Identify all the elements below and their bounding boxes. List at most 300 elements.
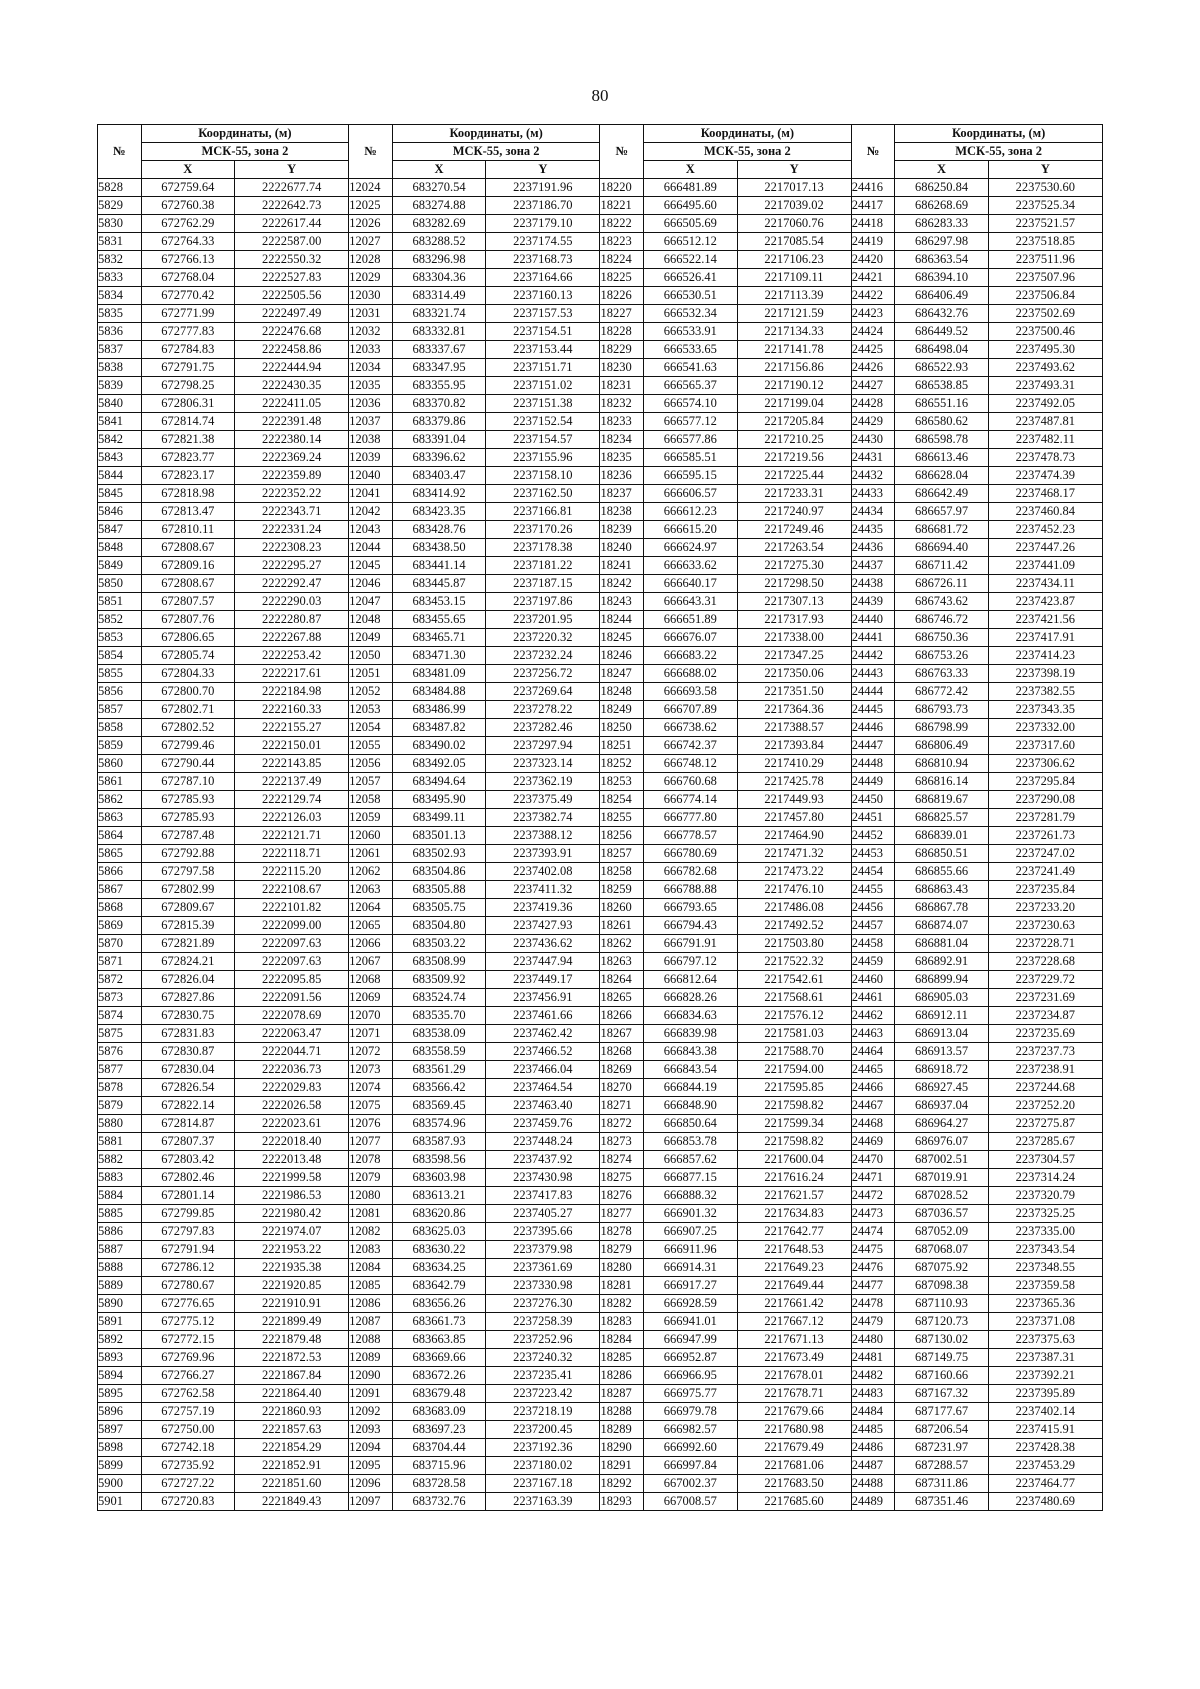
x-coordinate-cell: 666612.23	[644, 503, 737, 521]
x-coordinate-cell: 683728.58	[392, 1475, 485, 1493]
y-coordinate-cell: 2237402.08	[486, 863, 600, 881]
y-coordinate-cell: 2217671.13	[737, 1331, 851, 1349]
point-number-cell: 12059	[349, 809, 393, 827]
point-number-cell: 5884	[98, 1187, 142, 1205]
point-number-cell: 18238	[600, 503, 644, 521]
point-number-cell: 12078	[349, 1151, 393, 1169]
y-coordinate-cell: 2237421.56	[988, 611, 1102, 629]
point-number-cell: 5837	[98, 341, 142, 359]
x-coordinate-cell: 686394.10	[895, 269, 988, 287]
point-number-cell: 24459	[851, 953, 895, 971]
x-coordinate-cell: 687167.32	[895, 1385, 988, 1403]
point-number-cell: 24483	[851, 1385, 895, 1403]
point-number-cell: 5888	[98, 1259, 142, 1277]
y-coordinate-cell: 2237247.02	[988, 845, 1102, 863]
x-coordinate-cell: 666707.89	[644, 701, 737, 719]
table-row	[98, 1295, 1103, 1313]
y-coordinate-cell: 2237285.67	[988, 1133, 1102, 1151]
point-number-cell: 24488	[851, 1475, 895, 1493]
x-coordinate-cell: 672822.14	[141, 1097, 234, 1115]
point-number-cell: 12054	[349, 719, 393, 737]
y-coordinate-cell: 2221879.48	[235, 1331, 349, 1349]
x-coordinate-cell: 683441.14	[392, 557, 485, 575]
table-row	[98, 935, 1103, 953]
point-number-cell: 12083	[349, 1241, 393, 1259]
x-coordinate-cell: 683613.21	[392, 1187, 485, 1205]
table-row	[98, 1439, 1103, 1457]
point-number-cell: 12053	[349, 701, 393, 719]
x-coordinate-cell: 683453.15	[392, 593, 485, 611]
y-coordinate-cell: 2237164.66	[486, 269, 600, 287]
y-coordinate-cell: 2237417.83	[486, 1187, 600, 1205]
x-coordinate-cell: 666857.62	[644, 1151, 737, 1169]
x-coordinate-cell: 672801.14	[141, 1187, 234, 1205]
x-coordinate-cell: 683508.99	[392, 953, 485, 971]
point-number-cell: 12026	[349, 215, 393, 233]
x-coordinate-cell: 687130.02	[895, 1331, 988, 1349]
x-coordinate-cell: 686498.04	[895, 341, 988, 359]
x-coordinate-cell: 686927.45	[895, 1079, 988, 1097]
y-coordinate-cell: 2217219.56	[737, 449, 851, 467]
y-coordinate-cell: 2237282.46	[486, 719, 600, 737]
x-coordinate-cell: 666574.10	[644, 395, 737, 413]
x-coordinate-cell: 666907.25	[644, 1223, 737, 1241]
y-coordinate-cell: 2222097.63	[235, 935, 349, 953]
x-coordinate-cell: 672727.22	[141, 1475, 234, 1493]
point-number-cell: 12063	[349, 881, 393, 899]
point-number-cell: 24469	[851, 1133, 895, 1151]
point-number-cell: 12064	[349, 899, 393, 917]
point-number-cell: 24477	[851, 1277, 895, 1295]
x-coordinate-cell: 666577.12	[644, 413, 737, 431]
point-number-cell: 12055	[349, 737, 393, 755]
table-row	[98, 467, 1103, 485]
x-coordinate-cell: 672809.16	[141, 557, 234, 575]
y-coordinate-cell: 2217595.85	[737, 1079, 851, 1097]
header-x: X	[141, 161, 234, 179]
y-coordinate-cell: 2217673.49	[737, 1349, 851, 1367]
y-coordinate-cell: 2237466.52	[486, 1043, 600, 1061]
x-coordinate-cell: 686793.73	[895, 701, 988, 719]
point-number-cell: 18288	[600, 1403, 644, 1421]
point-number-cell: 18225	[600, 269, 644, 287]
table-row	[98, 1259, 1103, 1277]
table-row	[98, 1313, 1103, 1331]
x-coordinate-cell: 666683.22	[644, 647, 737, 665]
point-number-cell: 12039	[349, 449, 393, 467]
y-coordinate-cell: 2237452.23	[988, 521, 1102, 539]
point-number-cell: 5885	[98, 1205, 142, 1223]
x-coordinate-cell: 686937.04	[895, 1097, 988, 1115]
y-coordinate-cell: 2217679.49	[737, 1439, 851, 1457]
y-coordinate-cell: 2237252.96	[486, 1331, 600, 1349]
y-coordinate-cell: 2237392.21	[988, 1367, 1102, 1385]
y-coordinate-cell: 2237411.32	[486, 881, 600, 899]
point-number-cell: 12066	[349, 935, 393, 953]
point-number-cell: 5894	[98, 1367, 142, 1385]
y-coordinate-cell: 2237306.62	[988, 755, 1102, 773]
x-coordinate-cell: 683455.65	[392, 611, 485, 629]
x-coordinate-cell: 672818.98	[141, 485, 234, 503]
point-number-cell: 18249	[600, 701, 644, 719]
y-coordinate-cell: 2217679.66	[737, 1403, 851, 1421]
x-coordinate-cell: 666522.14	[644, 251, 737, 269]
table-row	[98, 251, 1103, 269]
y-coordinate-cell: 2222029.83	[235, 1079, 349, 1097]
point-number-cell: 5853	[98, 629, 142, 647]
x-coordinate-cell: 672735.92	[141, 1457, 234, 1475]
x-coordinate-cell: 687351.46	[895, 1493, 988, 1511]
table-row	[98, 881, 1103, 899]
y-coordinate-cell: 2237430.98	[486, 1169, 600, 1187]
x-coordinate-cell: 686881.04	[895, 935, 988, 953]
point-number-cell: 5892	[98, 1331, 142, 1349]
x-coordinate-cell: 666992.60	[644, 1439, 737, 1457]
x-coordinate-cell: 683679.48	[392, 1385, 485, 1403]
y-coordinate-cell: 2222044.71	[235, 1043, 349, 1061]
point-number-cell: 24417	[851, 197, 895, 215]
point-number-cell: 12047	[349, 593, 393, 611]
x-coordinate-cell: 666577.86	[644, 431, 737, 449]
table-row	[98, 629, 1103, 647]
point-number-cell: 12084	[349, 1259, 393, 1277]
x-coordinate-cell: 683396.62	[392, 449, 485, 467]
point-number-cell: 12076	[349, 1115, 393, 1133]
y-coordinate-cell: 2217576.12	[737, 1007, 851, 1025]
point-number-cell: 12028	[349, 251, 393, 269]
point-number-cell: 18245	[600, 629, 644, 647]
point-number-cell: 5890	[98, 1295, 142, 1313]
x-coordinate-cell: 666794.43	[644, 917, 737, 935]
table-row	[98, 413, 1103, 431]
point-number-cell: 18257	[600, 845, 644, 863]
point-number-cell: 12046	[349, 575, 393, 593]
x-coordinate-cell: 683569.45	[392, 1097, 485, 1115]
y-coordinate-cell: 2237235.84	[988, 881, 1102, 899]
x-coordinate-cell: 683538.09	[392, 1025, 485, 1043]
x-coordinate-cell: 672759.64	[141, 179, 234, 197]
y-coordinate-cell: 2217616.24	[737, 1169, 851, 1187]
y-coordinate-cell: 2237348.55	[988, 1259, 1102, 1277]
point-number-cell: 12033	[349, 341, 393, 359]
y-coordinate-cell: 2222642.73	[235, 197, 349, 215]
y-coordinate-cell: 2217233.31	[737, 485, 851, 503]
y-coordinate-cell: 2237330.98	[486, 1277, 600, 1295]
y-coordinate-cell: 2237269.64	[486, 683, 600, 701]
x-coordinate-cell: 672785.93	[141, 809, 234, 827]
point-number-cell: 12065	[349, 917, 393, 935]
y-coordinate-cell: 2217681.06	[737, 1457, 851, 1475]
x-coordinate-cell: 666828.26	[644, 989, 737, 1007]
y-coordinate-cell: 2237187.15	[486, 575, 600, 593]
y-coordinate-cell: 2237241.49	[988, 863, 1102, 881]
y-coordinate-cell: 2221935.38	[235, 1259, 349, 1277]
y-coordinate-cell: 2237157.53	[486, 305, 600, 323]
point-number-cell: 24424	[851, 323, 895, 341]
y-coordinate-cell: 2217683.50	[737, 1475, 851, 1493]
x-coordinate-cell: 666901.32	[644, 1205, 737, 1223]
y-coordinate-cell: 2237295.84	[988, 773, 1102, 791]
point-number-cell: 18239	[600, 521, 644, 539]
x-coordinate-cell: 686839.01	[895, 827, 988, 845]
point-number-cell: 5862	[98, 791, 142, 809]
y-coordinate-cell: 2237511.96	[988, 251, 1102, 269]
point-number-cell: 18290	[600, 1439, 644, 1457]
point-number-cell: 24437	[851, 557, 895, 575]
y-coordinate-cell: 2237228.71	[988, 935, 1102, 953]
point-number-cell: 24468	[851, 1115, 895, 1133]
x-coordinate-cell: 687206.54	[895, 1421, 988, 1439]
x-coordinate-cell: 666843.54	[644, 1061, 737, 1079]
x-coordinate-cell: 672720.83	[141, 1493, 234, 1511]
x-coordinate-cell: 672762.29	[141, 215, 234, 233]
point-number-cell: 24449	[851, 773, 895, 791]
y-coordinate-cell: 2222391.48	[235, 413, 349, 431]
x-coordinate-cell: 666952.87	[644, 1349, 737, 1367]
x-coordinate-cell: 672802.99	[141, 881, 234, 899]
y-coordinate-cell: 2237232.24	[486, 647, 600, 665]
table-row	[98, 1349, 1103, 1367]
point-number-cell: 24435	[851, 521, 895, 539]
point-number-cell: 5842	[98, 431, 142, 449]
y-coordinate-cell: 2217350.06	[737, 665, 851, 683]
x-coordinate-cell: 672809.67	[141, 899, 234, 917]
x-coordinate-cell: 686268.69	[895, 197, 988, 215]
y-coordinate-cell: 2237276.30	[486, 1295, 600, 1313]
x-coordinate-cell: 686918.72	[895, 1061, 988, 1079]
x-coordinate-cell: 683282.69	[392, 215, 485, 233]
y-coordinate-cell: 2237462.42	[486, 1025, 600, 1043]
point-number-cell: 24467	[851, 1097, 895, 1115]
point-number-cell: 5846	[98, 503, 142, 521]
point-number-cell: 5891	[98, 1313, 142, 1331]
y-coordinate-cell: 2217156.86	[737, 359, 851, 377]
y-coordinate-cell: 2237231.69	[988, 989, 1102, 1007]
y-coordinate-cell: 2237379.98	[486, 1241, 600, 1259]
point-number-cell: 12095	[349, 1457, 393, 1475]
point-number-cell: 24456	[851, 899, 895, 917]
x-coordinate-cell: 683403.47	[392, 467, 485, 485]
point-number-cell: 5839	[98, 377, 142, 395]
point-number-cell: 24419	[851, 233, 895, 251]
y-coordinate-cell: 2237168.73	[486, 251, 600, 269]
y-coordinate-cell: 2217317.93	[737, 611, 851, 629]
point-number-cell: 12091	[349, 1385, 393, 1403]
x-coordinate-cell: 672810.11	[141, 521, 234, 539]
point-number-cell: 12043	[349, 521, 393, 539]
y-coordinate-cell: 2237281.79	[988, 809, 1102, 827]
table-row	[98, 1475, 1103, 1493]
point-number-cell: 18255	[600, 809, 644, 827]
header-coordinate-system: МСК-55, зона 2	[392, 143, 600, 161]
y-coordinate-cell: 2237197.86	[486, 593, 600, 611]
point-number-cell: 12085	[349, 1277, 393, 1295]
point-number-cell: 12032	[349, 323, 393, 341]
y-coordinate-cell: 2237201.95	[486, 611, 600, 629]
point-number-cell: 24423	[851, 305, 895, 323]
point-number-cell: 18234	[600, 431, 644, 449]
x-coordinate-cell: 672815.39	[141, 917, 234, 935]
point-number-cell: 5855	[98, 665, 142, 683]
x-coordinate-cell: 666565.37	[644, 377, 737, 395]
x-coordinate-cell: 666782.68	[644, 863, 737, 881]
point-number-cell: 12090	[349, 1367, 393, 1385]
x-coordinate-cell: 672806.31	[141, 395, 234, 413]
x-coordinate-cell: 672750.00	[141, 1421, 234, 1439]
y-coordinate-cell: 2217347.25	[737, 647, 851, 665]
y-coordinate-cell: 2217599.34	[737, 1115, 851, 1133]
x-coordinate-cell: 683296.98	[392, 251, 485, 269]
point-number-cell: 24451	[851, 809, 895, 827]
y-coordinate-cell: 2237371.08	[988, 1313, 1102, 1331]
x-coordinate-cell: 666595.15	[644, 467, 737, 485]
x-coordinate-cell: 686250.84	[895, 179, 988, 197]
y-coordinate-cell: 2237414.23	[988, 647, 1102, 665]
point-number-cell: 24479	[851, 1313, 895, 1331]
y-coordinate-cell: 2217106.23	[737, 251, 851, 269]
x-coordinate-cell: 687149.75	[895, 1349, 988, 1367]
y-coordinate-cell: 2237317.60	[988, 737, 1102, 755]
y-coordinate-cell: 2217410.29	[737, 755, 851, 773]
y-coordinate-cell: 2237466.04	[486, 1061, 600, 1079]
x-coordinate-cell: 672808.67	[141, 575, 234, 593]
x-coordinate-cell: 666624.97	[644, 539, 737, 557]
y-coordinate-cell: 2237507.96	[988, 269, 1102, 287]
point-number-cell: 24458	[851, 935, 895, 953]
point-number-cell: 12040	[349, 467, 393, 485]
x-coordinate-cell: 672771.99	[141, 305, 234, 323]
point-number-cell: 24450	[851, 791, 895, 809]
point-number-cell: 12048	[349, 611, 393, 629]
point-number-cell: 12029	[349, 269, 393, 287]
x-coordinate-cell: 666780.69	[644, 845, 737, 863]
y-coordinate-cell: 2222430.35	[235, 377, 349, 395]
y-coordinate-cell: 2217492.52	[737, 917, 851, 935]
table-row	[98, 1403, 1103, 1421]
y-coordinate-cell: 2222253.42	[235, 647, 349, 665]
point-number-cell: 5843	[98, 449, 142, 467]
header-number: №	[851, 125, 895, 179]
y-coordinate-cell: 2237325.25	[988, 1205, 1102, 1223]
table-row	[98, 1151, 1103, 1169]
y-coordinate-cell: 2237478.73	[988, 449, 1102, 467]
point-number-cell: 18224	[600, 251, 644, 269]
x-coordinate-cell: 666982.57	[644, 1421, 737, 1439]
x-coordinate-cell: 686850.51	[895, 845, 988, 863]
x-coordinate-cell: 666651.89	[644, 611, 737, 629]
x-coordinate-cell: 667002.37	[644, 1475, 737, 1493]
point-number-cell: 12062	[349, 863, 393, 881]
x-coordinate-cell: 686798.99	[895, 719, 988, 737]
point-number-cell: 12025	[349, 197, 393, 215]
y-coordinate-cell: 2221899.49	[235, 1313, 349, 1331]
x-coordinate-cell: 683587.93	[392, 1133, 485, 1151]
table-row	[98, 863, 1103, 881]
point-number-cell: 18252	[600, 755, 644, 773]
y-coordinate-cell: 2237200.45	[486, 1421, 600, 1439]
x-coordinate-cell: 683661.73	[392, 1313, 485, 1331]
x-coordinate-cell: 666947.99	[644, 1331, 737, 1349]
y-coordinate-cell: 2217522.32	[737, 953, 851, 971]
point-number-cell: 12051	[349, 665, 393, 683]
y-coordinate-cell: 2237275.87	[988, 1115, 1102, 1133]
y-coordinate-cell: 2237447.26	[988, 539, 1102, 557]
x-coordinate-cell: 683270.54	[392, 179, 485, 197]
y-coordinate-cell: 2237518.85	[988, 233, 1102, 251]
point-number-cell: 5850	[98, 575, 142, 593]
x-coordinate-cell: 666533.91	[644, 323, 737, 341]
x-coordinate-cell: 683715.96	[392, 1457, 485, 1475]
y-coordinate-cell: 2237362.19	[486, 773, 600, 791]
x-coordinate-cell: 672742.18	[141, 1439, 234, 1457]
x-coordinate-cell: 683391.04	[392, 431, 485, 449]
point-number-cell: 24474	[851, 1223, 895, 1241]
x-coordinate-cell: 672826.04	[141, 971, 234, 989]
table-row	[98, 305, 1103, 323]
y-coordinate-cell: 2237402.14	[988, 1403, 1102, 1421]
y-coordinate-cell: 2237492.05	[988, 395, 1102, 413]
table-row	[98, 377, 1103, 395]
y-coordinate-cell: 2221857.63	[235, 1421, 349, 1439]
x-coordinate-cell: 672786.12	[141, 1259, 234, 1277]
x-coordinate-cell: 683490.02	[392, 737, 485, 755]
point-number-cell: 12056	[349, 755, 393, 773]
y-coordinate-cell: 2237343.54	[988, 1241, 1102, 1259]
point-number-cell: 18260	[600, 899, 644, 917]
x-coordinate-cell: 686912.11	[895, 1007, 988, 1025]
x-coordinate-cell: 666941.01	[644, 1313, 737, 1331]
table-row	[98, 431, 1103, 449]
point-number-cell: 24457	[851, 917, 895, 935]
x-coordinate-cell: 666793.65	[644, 899, 737, 917]
table-row	[98, 1457, 1103, 1475]
x-coordinate-cell: 666512.12	[644, 233, 737, 251]
x-coordinate-cell: 686913.57	[895, 1043, 988, 1061]
y-coordinate-cell: 2221860.93	[235, 1403, 349, 1421]
y-coordinate-cell: 2237441.09	[988, 557, 1102, 575]
table-row	[98, 215, 1103, 233]
point-number-cell: 12086	[349, 1295, 393, 1313]
x-coordinate-cell: 666774.14	[644, 791, 737, 809]
y-coordinate-cell: 2237220.32	[486, 629, 600, 647]
x-coordinate-cell: 672799.85	[141, 1205, 234, 1223]
point-number-cell: 5830	[98, 215, 142, 233]
header-coordinates-title: Координаты, (м)	[895, 125, 1103, 143]
point-number-cell: 18270	[600, 1079, 644, 1097]
table-row	[98, 989, 1103, 1007]
y-coordinate-cell: 2221851.60	[235, 1475, 349, 1493]
point-number-cell: 12037	[349, 413, 393, 431]
y-coordinate-cell: 2222126.03	[235, 809, 349, 827]
x-coordinate-cell: 666481.89	[644, 179, 737, 197]
point-number-cell: 24418	[851, 215, 895, 233]
point-number-cell: 18242	[600, 575, 644, 593]
y-coordinate-cell: 2237181.22	[486, 557, 600, 575]
x-coordinate-cell: 683332.81	[392, 323, 485, 341]
y-coordinate-cell: 2222129.74	[235, 791, 349, 809]
point-number-cell: 18284	[600, 1331, 644, 1349]
x-coordinate-cell: 666505.69	[644, 215, 737, 233]
point-number-cell: 18227	[600, 305, 644, 323]
point-number-cell: 24427	[851, 377, 895, 395]
point-number-cell: 18221	[600, 197, 644, 215]
page-number: 80	[591, 86, 609, 105]
x-coordinate-cell: 672799.46	[141, 737, 234, 755]
table-row	[98, 1331, 1103, 1349]
x-coordinate-cell: 666541.63	[644, 359, 737, 377]
header-coordinates-title: Координаты, (м)	[392, 125, 600, 143]
x-coordinate-cell: 683732.76	[392, 1493, 485, 1511]
